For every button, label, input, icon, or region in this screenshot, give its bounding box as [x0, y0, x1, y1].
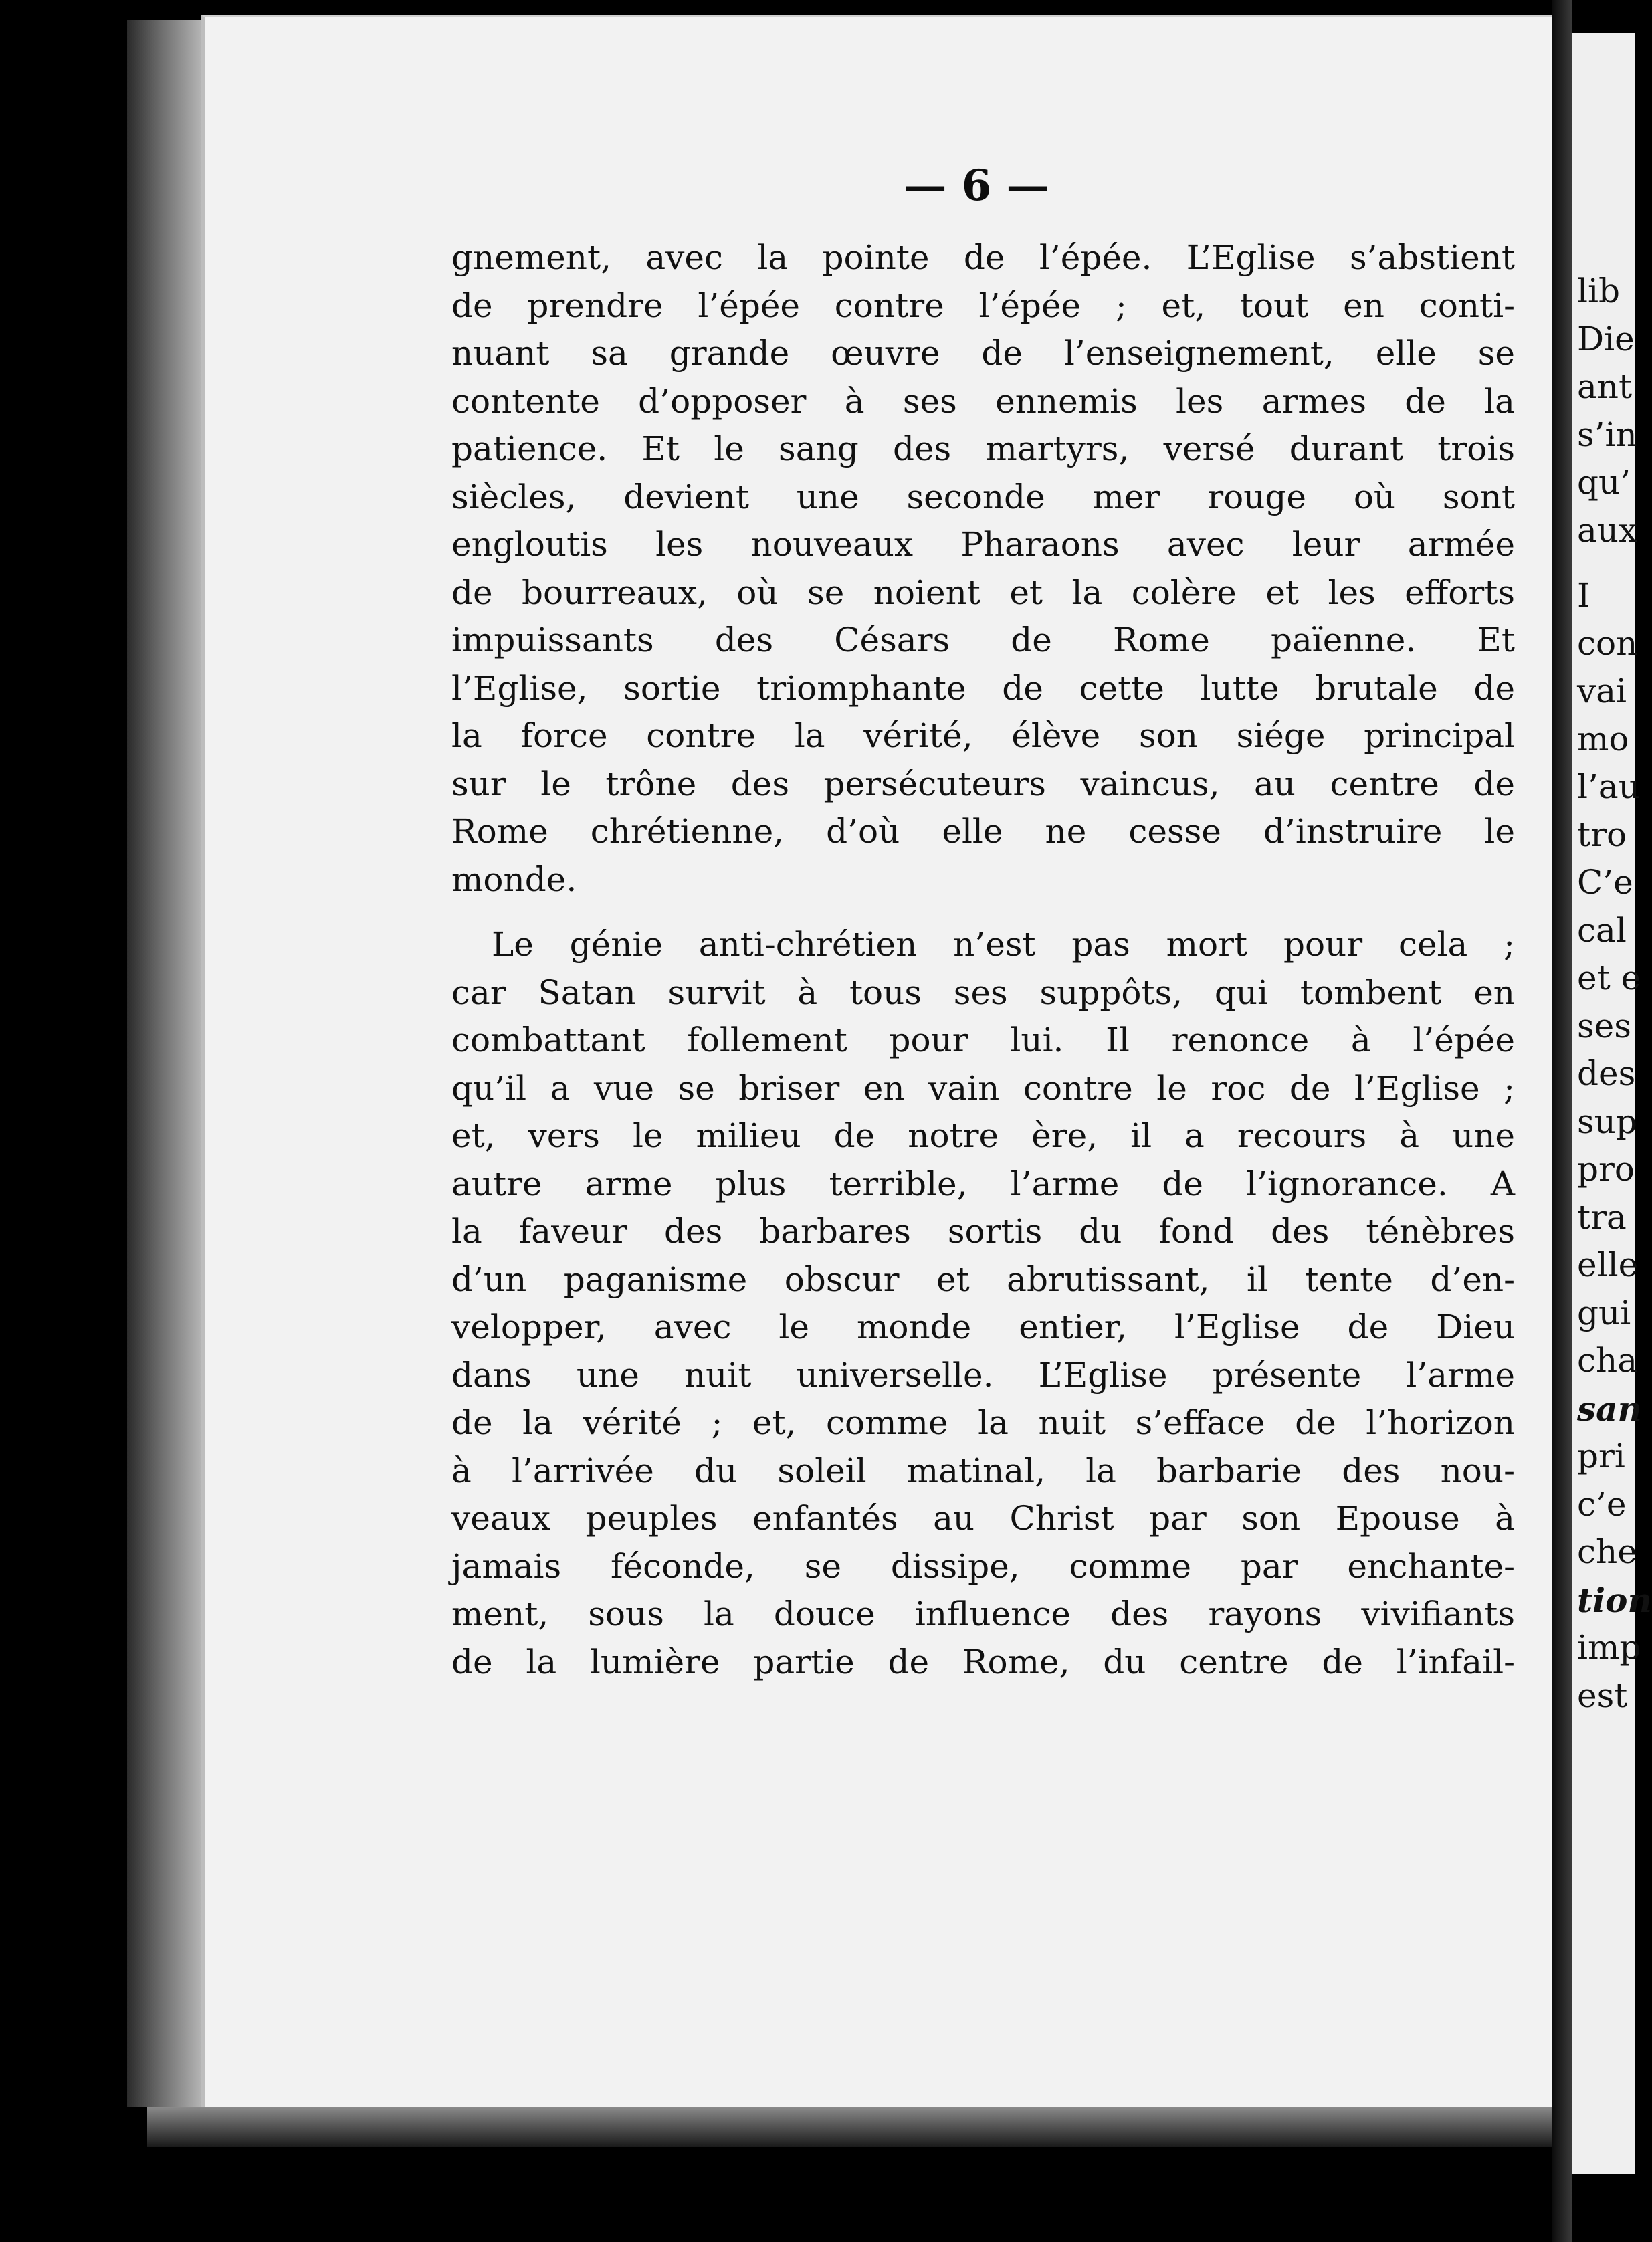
- fragment-line: sup: [1577, 1102, 1637, 1141]
- fragment-line: c’e: [1577, 1484, 1627, 1524]
- fragment-line: gui: [1577, 1293, 1631, 1332]
- text-line: de la lumière partie de Rome, du centre de l’infail-: [451, 1642, 1515, 1682]
- body-text: [451, 234, 1515, 1686]
- text-line: l’Eglise, sortie triomphante de cette lutte brutale de: [451, 668, 1515, 708]
- fragment-line: elle: [1577, 1245, 1639, 1284]
- text-line: gnement, avec la pointe de l’épée. L’Eglise s’abstient: [451, 238, 1515, 277]
- fragment-line: tro: [1577, 815, 1627, 854]
- fragment-line: C’e: [1577, 863, 1633, 902]
- book-bottom-edge: [147, 2107, 1565, 2147]
- fragment-line: pro: [1577, 1150, 1635, 1189]
- right-page-text: [1577, 268, 1652, 1720]
- text-line: la faveur des barbares sortis du fond des ténèbres: [451, 1212, 1515, 1251]
- text-line: monde.: [451, 859, 577, 899]
- fragment-line: et e: [1577, 958, 1641, 997]
- text-line: veaux peuples enfantés au Christ par son Epouse à: [451, 1499, 1515, 1538]
- fragment-line: pri: [1577, 1437, 1625, 1475]
- fragment-line: ses: [1577, 1006, 1631, 1045]
- text-line: la force contre la vérité, élève son siége principal: [451, 716, 1515, 755]
- fragment-line: imp: [1577, 1628, 1641, 1667]
- fragment-line: san: [1577, 1389, 1642, 1429]
- text-line: jamais féconde, se dissipe, comme par enchante-: [451, 1546, 1515, 1586]
- text-line: de prendre l’épée contre l’épée ; et, tout en conti-: [451, 286, 1515, 325]
- text-line: sur le trône des persécuteurs vaincus, au centre de: [451, 764, 1515, 803]
- text-line: de la vérité ; et, comme la nuit s’efface de l’horizon: [451, 1403, 1515, 1442]
- text-line: ment, sous la douce influence des rayons vivifiants: [451, 1595, 1515, 1633]
- page-number: — 6 —: [904, 161, 1049, 211]
- text-line: et, vers le milieu de notre ère, il a recours à une: [451, 1116, 1515, 1155]
- text-line: siècles, devient une seconde mer rouge où sont: [451, 477, 1515, 516]
- text-line: combattant follement pour lui. Il renonce à l’épée: [451, 1021, 1515, 1059]
- text-line: autre arme plus terrible, l’arme de l’ignorance. A: [451, 1164, 1515, 1203]
- fragment-line: qu’: [1577, 463, 1631, 502]
- fragment-line: aux: [1577, 510, 1638, 550]
- paragraph-1: [451, 234, 1515, 904]
- fragment-line: cha: [1577, 1341, 1638, 1380]
- fragment-line: l’au: [1577, 767, 1640, 806]
- text-line: patience. Et le sang des martyrs, versé durant trois: [451, 429, 1515, 468]
- fragment-line: lib: [1577, 272, 1620, 310]
- fragment-line: vai: [1577, 672, 1627, 710]
- fragment-line: des: [1577, 1054, 1636, 1093]
- fragment-line: mo: [1577, 719, 1629, 758]
- fragment-line: I: [1577, 576, 1590, 615]
- paragraph-gap: [451, 904, 1515, 921]
- right-page-fragment: [1572, 33, 1652, 2174]
- text-line: à l’arrivée du soleil matinal, la barbarie des nou-: [451, 1451, 1515, 1490]
- fragment-line: ant: [1577, 367, 1633, 406]
- text-line: Rome chrétienne, d’où elle ne cesse d’instruire le: [451, 812, 1515, 851]
- text-line: engloutis les nouveaux Pharaons avec leur armée: [451, 525, 1515, 564]
- text-line: de bourreaux, où se noient et la colère et les efforts: [451, 573, 1515, 612]
- fragment-line: cal: [1577, 910, 1627, 950]
- fragment-line: con: [1577, 623, 1638, 663]
- text-line: nuant sa grande œuvre de l’enseignement, elle se: [451, 334, 1515, 373]
- text-line: Le génie anti-chrétien n’est pas mort pour cela ;: [492, 925, 1515, 964]
- text-line: dans une nuit universelle. L’Eglise présente l’arme: [451, 1355, 1515, 1395]
- text-line: contente d’opposer à ses ennemis les armes de la: [451, 381, 1515, 421]
- fragment-line: che: [1577, 1532, 1637, 1571]
- paragraph-gap: [1577, 554, 1652, 572]
- fragment-line: tra: [1577, 1197, 1627, 1237]
- fragment-line: est: [1577, 1675, 1628, 1715]
- fragment-line: Die: [1577, 319, 1635, 359]
- book-page-edge: [127, 20, 207, 2107]
- text-line: d’un paganisme obscur et abrutissant, il tente d’en-: [451, 1259, 1515, 1299]
- text-line: impuissants des Césars de Rome païenne. Et: [451, 621, 1515, 659]
- fragment-line: tion: [1577, 1580, 1652, 1620]
- text-line: qu’il a vue se briser en vain contre le roc de l’Eglise ;: [451, 1068, 1515, 1108]
- book-gutter: [1552, 0, 1572, 2242]
- text-line: car Satan survit à tous ses suppôts, qui tombent en: [451, 973, 1515, 1012]
- text-line: velopper, avec le monde entier, l’Eglise de Dieu: [451, 1308, 1515, 1346]
- fragment-line: s’in: [1577, 415, 1637, 454]
- paragraph-2: [451, 921, 1515, 1686]
